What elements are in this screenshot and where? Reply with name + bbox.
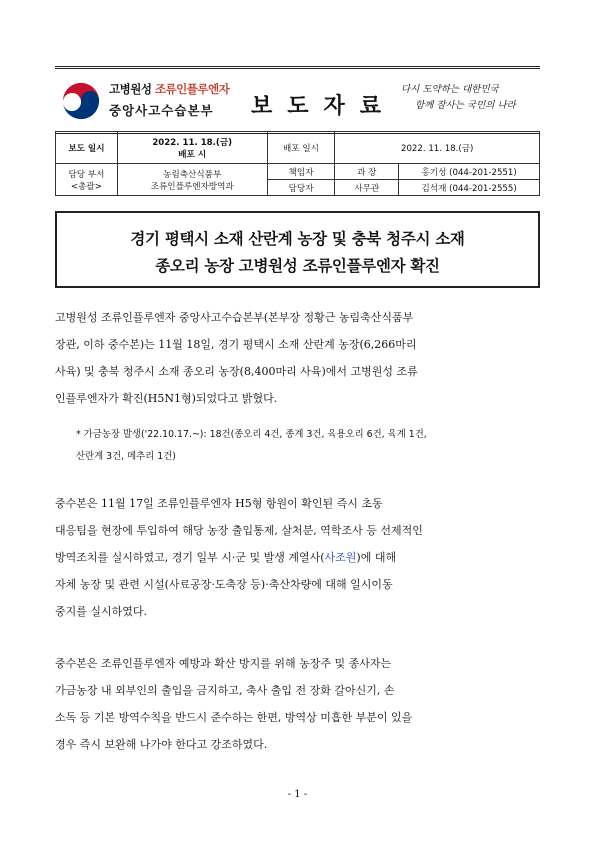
press-header (55, 66, 540, 134)
text-line: 중지를 실시하였다. (55, 605, 148, 618)
contact-role: 담당자 (267, 180, 335, 196)
text-line: 고병원성 조류인플루엔자 중앙사고수습본부(본부장 정황근 농림축산식품부 (55, 311, 414, 324)
release-date-value: 2022. 11. 18.(금) (335, 132, 540, 164)
paragraph-2 (55, 490, 540, 625)
text-line: 방역조치를 실시하였고, 경기 일부 시·군 및 발생 계열사(사조원)에 대해 (55, 551, 397, 564)
contact-title: 사무관 (335, 180, 399, 196)
contact-role: 책임자 (267, 164, 335, 180)
report-date-label: 보도 일시 (56, 132, 118, 164)
org-name-line2: 중앙사고수습본부 (109, 103, 214, 118)
footnote-line1: * 가금농장 발생('22.10.17.~): 18건(종오리 4건, 종계 3건, 육용오리 6건, 육계 1건, (76, 429, 427, 440)
report-date-time: 배포 시 (178, 149, 207, 160)
info-table (55, 131, 540, 196)
dept-label-sub: <총괄> (70, 181, 102, 192)
contact-title: 과 장 (335, 164, 399, 180)
text-line: 가금농장 내 외부인의 출입을 금지하고, 축사 출입 전 장화 갈아신기, 손 (55, 684, 395, 697)
slogan-line2: 함께 잘사는 국민의 나라 (415, 100, 516, 111)
text-line: 인플루엔자가 확진(H5N1형)되었다고 밝혔다. (55, 392, 278, 405)
dept-label: 담당 부서 (68, 169, 105, 180)
text-line: 중수본은 11월 17일 조류인플루엔자 H5형 항원이 확인된 즉시 초동 (55, 497, 383, 510)
footnote-line2: 산란계 3건, 메추리 1건) (76, 451, 176, 462)
dept-name-sub: 조류인플루엔자방역과 (150, 181, 234, 192)
text-line: 대응팀을 현장에 투입하여 해당 농장 출입통제, 살처분, 역학조사 등 선제적인 (55, 524, 423, 537)
page-number: - 1 - (287, 789, 308, 800)
contact-person: 김석재 (044-201-2555) (399, 180, 540, 196)
text-line: 중수본은 조류인플루엔자 예방과 확산 방지를 위해 농장주 및 종사자는 (55, 657, 392, 670)
paragraph-1 (55, 304, 540, 412)
report-date-value: 2022. 11. 18.(금) (152, 137, 233, 148)
headline-line1: 경기 평택시 소재 산란계 농장 및 충북 청주시 소재 (130, 230, 465, 248)
slogan-line1: 다시 도약하는 대한민국 (401, 84, 499, 95)
text-line: 사육) 및 충북 청주시 소재 종오리 농장(8,400마리 사육)에서 고병원성 조류 (55, 365, 418, 378)
org-name-line1: 고병원성 조류인플루엔자 (109, 82, 230, 96)
report-date-cell (117, 132, 267, 164)
press-release-title: 보도자료 (251, 94, 397, 119)
text-line: 소독 등 기본 방역수칙을 반드시 준수하는 한편, 방역상 미흡한 부분이 있을 (55, 711, 413, 724)
company-name: 사조원 (324, 551, 357, 564)
slogan (401, 82, 516, 114)
text-line: 자체 농장 및 관련 시설(사료공장·도축장 등)·축산차량에 대해 일시이동 (55, 578, 393, 591)
dept-name-cell (117, 164, 267, 196)
contact-person: 홍기성 (044-201-2551) (399, 164, 540, 180)
headline-line2: 종오리 농장 고병원성 조류인플루엔자 확진 (155, 257, 440, 275)
text-line: 장관, 이하 중수본)는 11월 18일, 경기 평택시 소재 산란계 농장(6,266마리 (55, 338, 417, 351)
paragraph-3 (55, 650, 540, 758)
taegeuk-logo-icon (59, 79, 103, 123)
headline-box (55, 211, 540, 288)
footnote (76, 424, 427, 468)
dept-label-cell (56, 164, 118, 196)
dept-name: 농림축산식품부 (163, 169, 222, 180)
text-line: 경우 즉시 보완해 나가야 한다고 강조하였다. (55, 738, 268, 751)
release-date-label: 배포 일시 (267, 132, 335, 164)
